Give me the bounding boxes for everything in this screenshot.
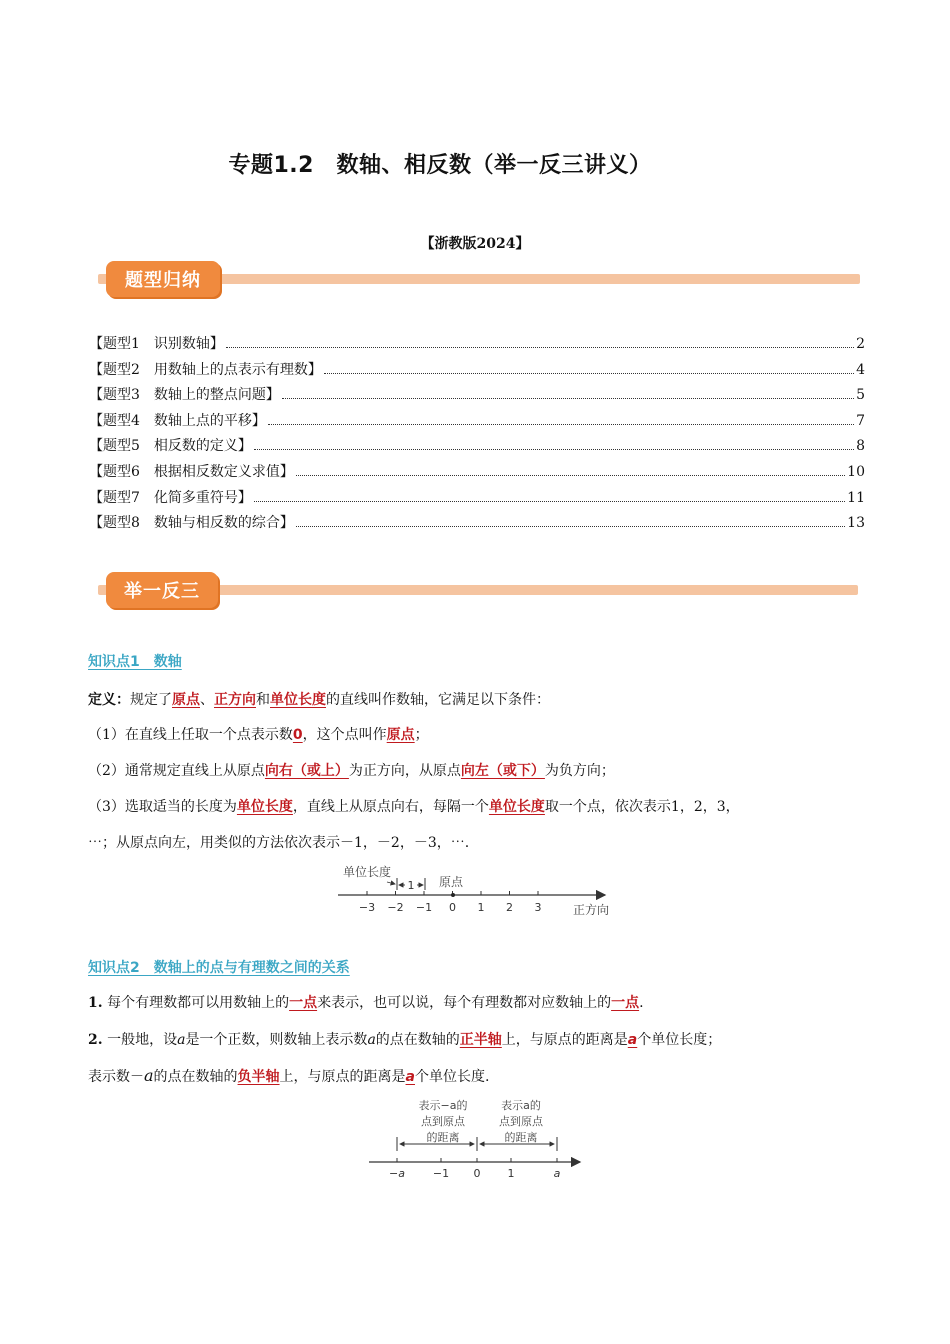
p2l2-text-3: 上，与原点的距离是 xyxy=(279,1069,406,1085)
toc-row[interactable] xyxy=(89,333,865,359)
kp1-condition-1 xyxy=(88,725,429,745)
def-and: 和 xyxy=(256,692,270,708)
page-title: 专题1.2 数轴、相反数（举一反三讲义） xyxy=(228,153,652,178)
p2-number: 2. xyxy=(88,1032,103,1048)
toc-leader xyxy=(296,474,845,476)
toc-row[interactable] xyxy=(89,512,865,538)
toc-label: 【题型7 化简多重符号】 xyxy=(89,489,252,506)
direction-label: 正方向 xyxy=(573,903,610,917)
toc-label: 【题型4 数轴上点的平移】 xyxy=(89,412,266,429)
def-text-2: 的直线叫作数轴，它满足以下条件： xyxy=(326,692,550,708)
unit-value: 1 xyxy=(407,879,415,892)
table-of-contents xyxy=(89,333,865,538)
tick-label: 3 xyxy=(534,901,542,914)
left-caption-line: 点到原点 xyxy=(421,1115,465,1128)
p2-text-3: 的点在数轴的 xyxy=(375,1032,460,1048)
toc-leader xyxy=(226,346,854,348)
p2-text-4: 上，与原点的距离是 xyxy=(501,1032,628,1048)
kp1-definition xyxy=(88,690,550,710)
toc-row[interactable] xyxy=(89,487,865,513)
tick-label: 1 xyxy=(477,901,485,914)
toc-page-number: 5 xyxy=(856,387,865,404)
p2l2-text: 表示数－ xyxy=(88,1069,144,1085)
tick-label-2: −a xyxy=(389,1167,405,1180)
toc-label: 【题型6 根据相反数定义求值】 xyxy=(89,463,294,480)
def-sep: 、 xyxy=(200,692,214,708)
p2l2-text-2: 的点在数轴的 xyxy=(153,1069,238,1085)
blank-positive-half-axis: 正半轴 xyxy=(459,1032,502,1048)
toc-label: 【题型1 识别数轴】 xyxy=(89,336,224,352)
p2-text-5: 个单位长度； xyxy=(637,1032,722,1048)
tick-label: 0 xyxy=(449,901,456,914)
toc-page-number: 8 xyxy=(856,438,865,455)
kp2-paragraph-1 xyxy=(88,993,644,1013)
kp2-paragraph-2-line2 xyxy=(88,1066,489,1087)
toc-row[interactable] xyxy=(89,359,865,385)
edition-label: 【浙教版2024】 xyxy=(420,236,530,252)
tick-label-2: 0 xyxy=(473,1167,481,1180)
c1-text: （1）在直线上任取一个点表示数 xyxy=(88,727,293,743)
right-caption-line: 的距离 xyxy=(504,1131,538,1144)
p2l2-text-4: 个单位长度. xyxy=(415,1069,490,1085)
p1-text-3: . xyxy=(639,995,644,1011)
c1-text-3: ； xyxy=(414,727,429,743)
tick-label: −2 xyxy=(387,901,404,914)
toc-page-number: 13 xyxy=(847,515,865,532)
toc-row[interactable] xyxy=(89,461,865,487)
def-text: 规定了 xyxy=(130,692,172,708)
blank-one-point: 一点 xyxy=(289,995,318,1011)
blank-origin-2: 原点 xyxy=(386,727,415,743)
section-badge-question-types: 题型归纳 xyxy=(106,261,220,297)
blank-a: a xyxy=(627,1032,638,1048)
distance-figure xyxy=(365,1095,590,1185)
right-caption-line: 表示a的 xyxy=(501,1099,541,1112)
toc-leader xyxy=(254,448,854,450)
toc-leader xyxy=(282,397,854,399)
tick-label: 2 xyxy=(506,901,513,914)
toc-page-number: 10 xyxy=(847,463,865,480)
blank-unit-length-2: 单位长度 xyxy=(236,799,293,815)
blank-negative-half-axis: 负半轴 xyxy=(237,1069,280,1085)
p2-text: 一般地，设 xyxy=(107,1032,178,1048)
tick-label-2: 1 xyxy=(507,1167,515,1180)
c1-text-2: ，这个点叫作 xyxy=(302,727,387,743)
toc-row[interactable] xyxy=(89,410,865,436)
toc-leader xyxy=(296,525,845,527)
toc-label: 【题型2 用数轴上的点表示有理数】 xyxy=(89,361,322,378)
kp2-title: 知识点2 数轴上的点与有理数之间的关系 xyxy=(88,960,350,976)
p1-text: 每个有理数都可以用数轴上的 xyxy=(107,995,290,1011)
c3-text-2: ，直线上从原点向右，每隔一个 xyxy=(292,799,489,815)
right-caption-line: 点到原点 xyxy=(499,1115,543,1128)
blank-origin: 原点 xyxy=(172,692,200,708)
def-label: 定义： xyxy=(88,692,130,708)
toc-page-number: 7 xyxy=(856,412,865,429)
p1-number: 1. xyxy=(88,995,103,1011)
c2-text-2: 为正方向，从原点 xyxy=(348,763,461,779)
c3-text: （3）选取适当的长度为 xyxy=(88,799,237,815)
blank-right-up: 向右（或上） xyxy=(264,763,349,779)
blank-left-down: 向左（或下） xyxy=(460,763,545,779)
c2-text-3: 为负方向； xyxy=(544,763,615,779)
number-line-figure xyxy=(335,860,625,922)
p2-text-2: 是一个正数，则数轴上表示数 xyxy=(185,1032,368,1048)
kp1-condition-3-line2: ⋯；从原点向左，用类似的方法依次表示－1，－2，－3，⋯. xyxy=(88,835,470,851)
var-a-3: a xyxy=(144,1066,154,1085)
tick-label: −3 xyxy=(358,901,376,914)
unit-pointer xyxy=(387,882,395,884)
toc-label: 【题型3 数轴上的整点问题】 xyxy=(89,387,280,404)
toc-leader xyxy=(254,500,845,502)
origin-dot xyxy=(451,893,455,897)
blank-positive-direction: 正方向 xyxy=(214,692,256,708)
toc-page-number: 4 xyxy=(856,361,865,378)
kp1-condition-2 xyxy=(88,761,615,781)
blank-unit-length-3: 单位长度 xyxy=(488,799,545,815)
toc-row[interactable] xyxy=(89,384,865,410)
toc-page-number: 11 xyxy=(847,489,865,506)
toc-leader xyxy=(268,423,854,425)
kp1-title: 知识点1 数轴 xyxy=(88,654,182,670)
tick-label-2: −1 xyxy=(432,1167,450,1180)
p1-text-2: 来表示，也可以说，每个有理数都对应数轴上的 xyxy=(317,995,612,1011)
kp1-condition-3 xyxy=(88,797,740,817)
tick-label-2: a xyxy=(553,1167,561,1180)
left-caption-line: 的距离 xyxy=(426,1131,460,1144)
unit-length-label: 单位长度 xyxy=(343,865,392,879)
toc-row[interactable] xyxy=(89,435,865,461)
section-badge-examples: 举一反三 xyxy=(106,572,218,608)
tick-label: −1 xyxy=(415,901,433,914)
blank-a-2: a xyxy=(405,1069,415,1085)
toc-label: 【题型8 数轴与相反数的综合】 xyxy=(89,515,294,532)
origin-label: 原点 xyxy=(439,875,464,889)
toc-label: 【题型5 相反数的定义】 xyxy=(89,438,252,455)
blank-unit-length: 单位长度 xyxy=(270,692,326,708)
toc-page-number: 2 xyxy=(856,336,865,352)
var-a-2: a xyxy=(367,1032,376,1048)
blank-one-point-2: 一点 xyxy=(611,995,640,1011)
blank-zero: 0 xyxy=(292,727,303,743)
var-a: a xyxy=(177,1032,186,1048)
kp2-paragraph-2 xyxy=(88,1030,721,1050)
toc-leader xyxy=(324,372,854,374)
left-caption-line: 表示−a的 xyxy=(418,1099,468,1112)
c3-text-3: 取一个点，依次表示1，2，3， xyxy=(544,799,740,815)
c2-text: （2）通常规定直线上从原点 xyxy=(88,763,265,779)
